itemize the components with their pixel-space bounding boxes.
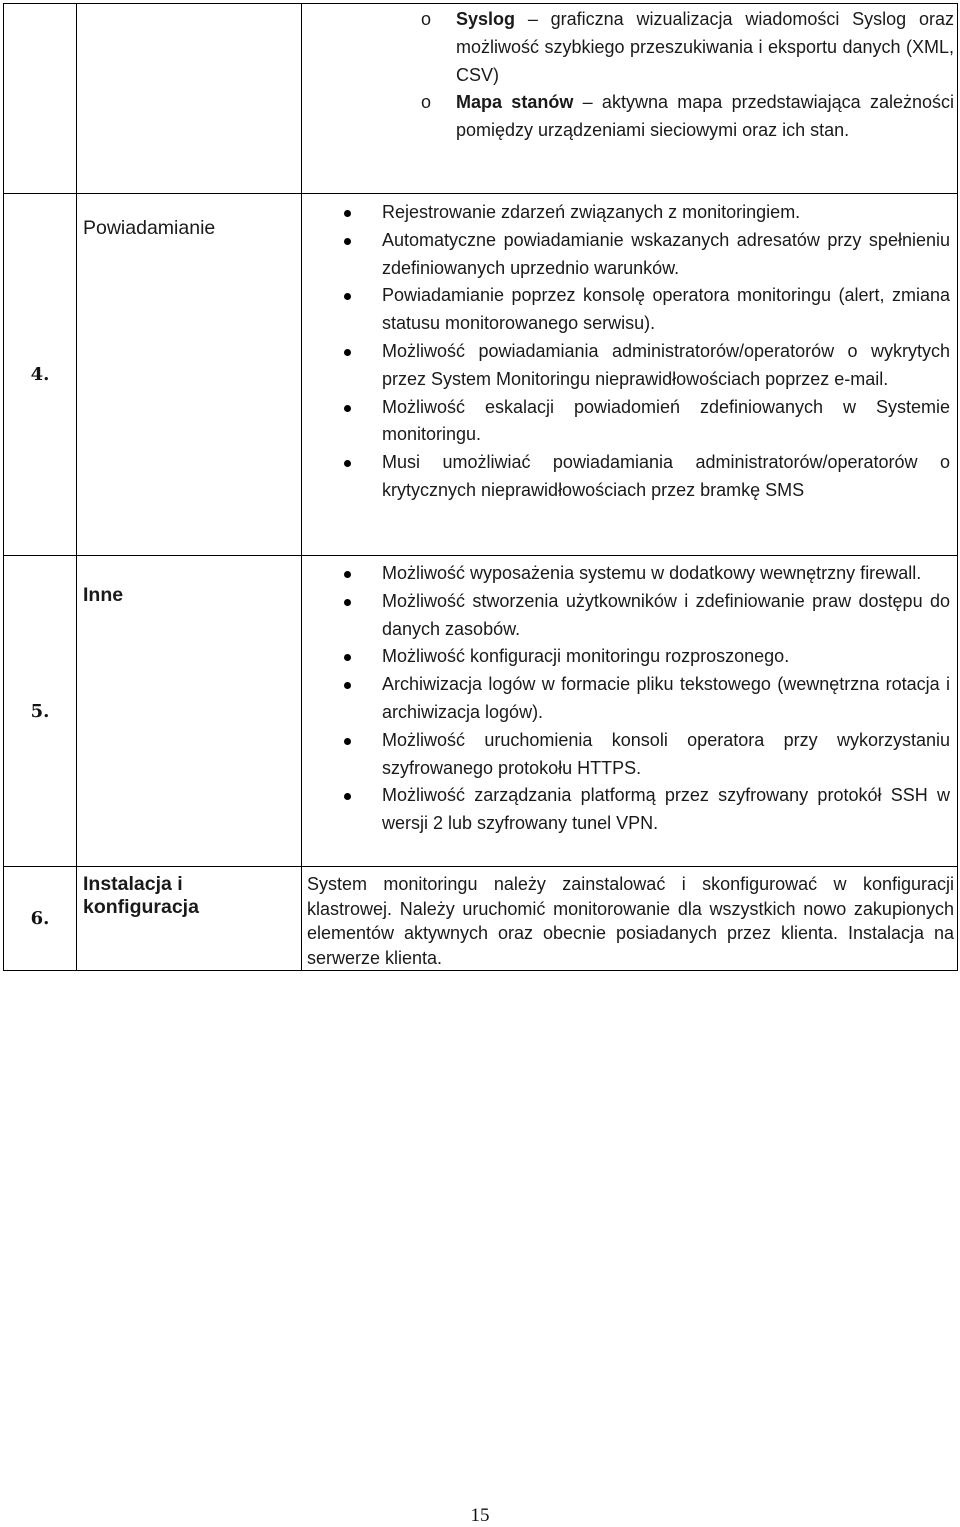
- list-item: [302, 588, 950, 644]
- bullet-icon: [344, 793, 351, 800]
- bullet-icon: [344, 238, 351, 245]
- table-row: [4, 194, 958, 556]
- list-marker: o: [421, 92, 432, 113]
- sub-item-text: – graficzna wizualizacja wiadomości Syslog oraz możliwość szybkiego przeszukiwania i eksportu danych (XML, CSV): [456, 9, 954, 85]
- bullet-icon: [344, 293, 351, 300]
- table-row: [4, 4, 958, 194]
- list-item: [302, 6, 954, 89]
- list-item: [302, 227, 950, 283]
- bullet-icon: [344, 654, 351, 661]
- list-item: [302, 671, 950, 727]
- list-item: [302, 782, 950, 838]
- row-name-cell: Inne: [77, 556, 302, 867]
- list-item: [302, 199, 950, 227]
- table-row: [4, 556, 958, 867]
- list-item: [302, 338, 950, 394]
- row-number-cell: [4, 4, 77, 194]
- bullet-icon: [344, 210, 351, 217]
- list-item-text: Możliwość konfiguracji monitoringu rozproszonego.: [382, 646, 790, 667]
- specification-table: [3, 3, 958, 971]
- row-name-cell: Powiadamianie: [77, 194, 302, 556]
- bullet-icon: [344, 405, 351, 412]
- bullet-icon: [344, 682, 351, 689]
- row-name-cell: [77, 4, 302, 194]
- list-item: [302, 727, 950, 783]
- bullet-icon: [344, 599, 351, 606]
- list-item: [302, 282, 950, 338]
- list-item: [302, 394, 950, 450]
- list-item: [302, 560, 950, 588]
- bullet-list: [302, 560, 957, 838]
- table-row: [4, 867, 958, 971]
- row-number-cell: 4.: [4, 194, 77, 556]
- sub-item-title: Syslog: [456, 9, 516, 29]
- list-item-text: Możliwość eskalacji powiadomień zdefiniowanych w Systemie monitoringu.: [382, 396, 950, 445]
- row-description-cell: [302, 194, 958, 556]
- sub-item-text: – aktywna mapa przedstawiająca zależności pomiędzy urządzeniami sieciowymi oraz ich stan.: [456, 92, 954, 141]
- list-item: [302, 643, 950, 671]
- row-description-cell: [302, 4, 958, 194]
- row-name-cell: Instalacja i konfiguracja: [77, 867, 302, 971]
- bullet-icon: [344, 349, 351, 356]
- row-number-cell: 6.: [4, 867, 77, 971]
- list-item: [302, 449, 950, 505]
- bullet-icon: [344, 738, 351, 745]
- list-item-text: Możliwość uruchomienia konsoli operatora przy wykorzystaniu szyfrowanego protokołu HTTPS.: [382, 729, 950, 778]
- list-item: [302, 89, 954, 145]
- bullet-icon: [344, 571, 351, 578]
- list-item-text: Możliwość zarządzania platformą przez szyfrowany protokół SSH w wersji 2 lub szyfrowany tunel VPN.: [382, 785, 950, 834]
- row-number-cell: 5.: [4, 556, 77, 867]
- list-item-text: Automatyczne powiadamianie wskazanych adresatów przy spełnieniu zdefiniowanych uprzednio warunków.: [382, 229, 950, 278]
- page-number: 15: [470, 1505, 490, 1526]
- list-item-text: Rejestrowanie zdarzeń związanych z monitoringiem.: [382, 202, 801, 222]
- row-description-cell: [302, 867, 958, 971]
- sub-item-list: [302, 6, 957, 145]
- row-description-cell: [302, 556, 958, 867]
- list-item-text: Możliwość wyposażenia systemu w dodatkowy wewnętrzny firewall.: [382, 563, 922, 583]
- list-item-text: Możliwość powiadamiania administratorów/operatorów o wykrytych przez System Monitoringu nieprawidłowościach poprzez e-mail.: [382, 340, 950, 389]
- bullet-list: [302, 199, 957, 505]
- list-item-text: Musi umożliwiać powiadamiania administratorów/operatorów o krytycznych nieprawidłowościach przez bramkę SMS: [382, 452, 950, 500]
- bullet-icon: [344, 460, 351, 467]
- list-item-text: Możliwość stworzenia użytkowników i zdefiniowanie praw dostępu do danych zasobów.: [382, 590, 950, 639]
- description-paragraph: System monitoringu należy zainstalować i skonfigurować w konfiguracji klastrowej. Należy uruchomić monitorowanie dla wszystkich nowo zakupionych elementów aktywnych oraz obecnie posiadanych przez klienta. Instalacja na serwerze klienta.: [307, 874, 954, 968]
- sub-item-title: Mapa stanów: [456, 92, 574, 113]
- list-item-text: Powiadamianie poprzez konsolę operatora monitoringu (alert, zmiana statusu monitorowanego serwisu).: [382, 285, 950, 334]
- list-item-text: Archiwizacja logów w formacie pliku tekstowego (wewnętrzna rotacja i archiwizacja logów).: [382, 674, 950, 722]
- list-marker: o: [421, 9, 432, 29]
